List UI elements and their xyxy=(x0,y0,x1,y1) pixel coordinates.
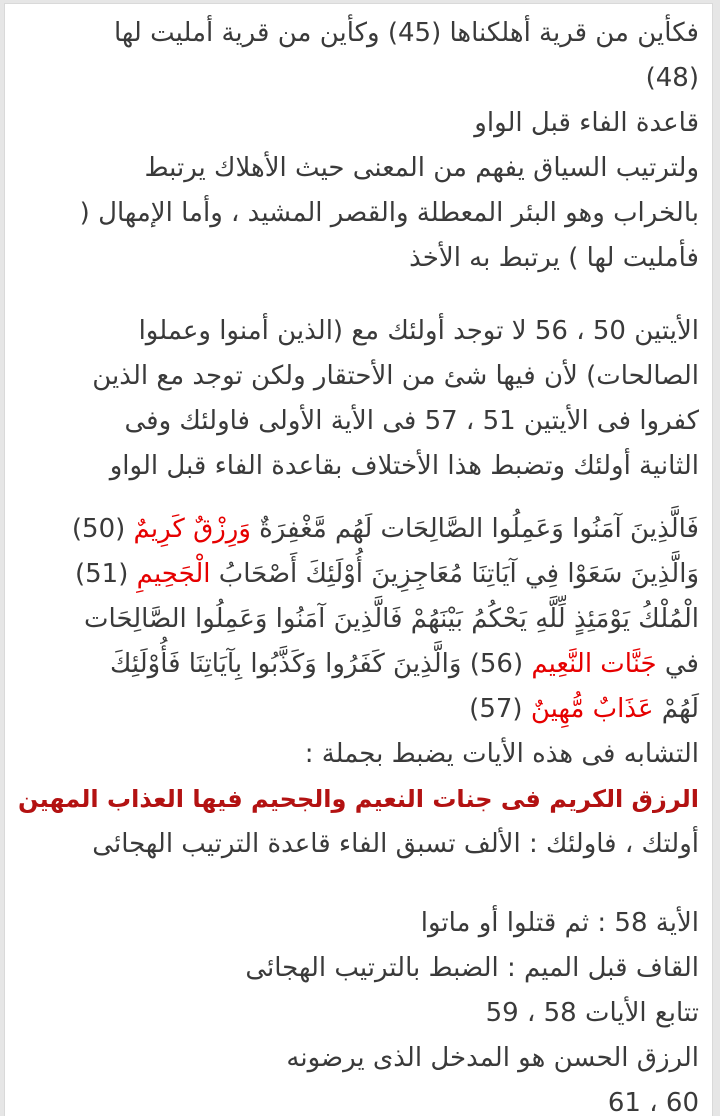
text-line xyxy=(20,901,699,946)
text-segment: (50) xyxy=(71,514,134,544)
text-segment: 60 ، 61 xyxy=(607,1088,699,1116)
text-segment: القاف قبل الميم : الضبط بالترتيب الهجائى xyxy=(245,953,699,983)
text-segment: كفروا فى الأيتين 51 ، 57 فى الأية الأولى فاولئك وفى xyxy=(124,406,699,436)
text-segment: بالخراب وهو البئر المعطلة والقصر المشيد ، وأما الإمهال ( xyxy=(79,198,699,228)
text-line xyxy=(20,732,699,777)
text-segment: أولتك ، فاولئك : الألف تسبق الفاء قاعدة الترتيب الهجائى xyxy=(92,829,699,859)
text-line xyxy=(20,309,699,354)
text-line xyxy=(20,991,699,1036)
text-line xyxy=(20,236,699,281)
text-segment: الصالحات) لأن فيها شئ من الأحتقار ولكن توجد مع الذين xyxy=(92,361,699,391)
text-segment: لَهُمْ xyxy=(653,694,699,724)
text-block-verse-58-notes xyxy=(20,901,699,1116)
text-segment: التشابه فى هذه الأيات يضبط بجملة : xyxy=(304,739,699,769)
text-segment: الْمُلْكُ يَوْمَئِذٍ لِّلَّهِ يَحْكُمُ بَيْنَهُمْ فَالَّذِينَ آمَنُوا وَعَمِلُوا الصَّالِحَات xyxy=(84,604,699,634)
text-segment: (48) xyxy=(645,63,699,93)
text-segment: الرزق الحسن هو المدخل الذى يرضونه xyxy=(286,1043,699,1073)
text-block-intro-rule xyxy=(20,11,699,281)
text-segment: فَالَّذِينَ آمَنُوا وَعَمِلُوا الصَّالِحَات لَهُم مَّغْفِرَةٌ xyxy=(250,514,699,544)
text-line xyxy=(20,946,699,991)
text-segment: وَالَّذِينَ سَعَوْا فِي آيَاتِنَا مُعَاجِزِينَ أُوْلَئِكَ أَصْحَابُ xyxy=(210,559,699,589)
text-segment: في xyxy=(656,649,699,679)
text-segment: تتابع الأيات 58 ، 59 xyxy=(485,998,699,1028)
text-line xyxy=(20,444,699,489)
text-line xyxy=(20,687,699,732)
text-segment: (51) xyxy=(74,559,137,589)
highlighted-verse-segment: جَنَّات النَّعِيم xyxy=(531,649,657,679)
text-line xyxy=(20,822,699,867)
text-line xyxy=(20,146,699,191)
text-segment: الثانية أولئك وتضبط هذا الأختلاف بقاعدة الفاء قبل الواو xyxy=(109,451,699,481)
text-segment: ولترتيب السياق يفهم من المعنى حيث الأهلاك يرتبط xyxy=(144,153,699,183)
text-line xyxy=(20,101,699,146)
text-segment: (57) xyxy=(469,694,531,724)
text-segment: الرزق الكريم فى جنات النعيم والجحيم فيها العذاب المهين xyxy=(18,785,699,813)
text-segment: الأية 58 : ثم قتلوا أو ماتوا xyxy=(420,908,699,938)
text-segment: الأيتين 50 ، 56 لا توجد أولئك مع (الذين أمنوا وعملوا xyxy=(138,316,699,346)
text-line xyxy=(20,11,699,56)
text-block-verses-and-memory-aid xyxy=(20,507,699,867)
highlighted-verse-segment: وَرِزْقٌ كَرِيمٌ xyxy=(133,514,251,544)
text-segment: قاعدة الفاء قبل الواو xyxy=(474,108,699,138)
text-line xyxy=(20,354,699,399)
text-line xyxy=(20,191,699,236)
highlighted-verse-segment: عَذَابٌ مُّهِينٌ xyxy=(530,694,654,724)
text-line xyxy=(20,597,699,642)
memory-aid-line xyxy=(20,777,699,822)
text-line xyxy=(20,507,699,552)
text-segment: فأمليت لها ) يرتبط به الأخذ xyxy=(409,243,699,273)
text-segment: (56) وَالَّذِينَ كَفَرُوا وَكَذَّبُوا بِآيَاتِنَا فَأُوْلَئِكَ xyxy=(109,649,532,679)
text-line xyxy=(20,642,699,687)
text-line xyxy=(20,399,699,444)
document-content xyxy=(20,11,699,1116)
text-segment: فكأين من قرية أهلكناها (45) وكأين من قرية أمليت لها xyxy=(114,18,699,48)
text-line xyxy=(20,56,699,101)
text-line xyxy=(20,1081,699,1116)
text-line xyxy=(20,552,699,597)
text-line xyxy=(20,1036,699,1081)
text-block-explanation-50-56 xyxy=(20,309,699,489)
highlighted-verse-segment: الْجَحِيمِ xyxy=(136,559,211,589)
